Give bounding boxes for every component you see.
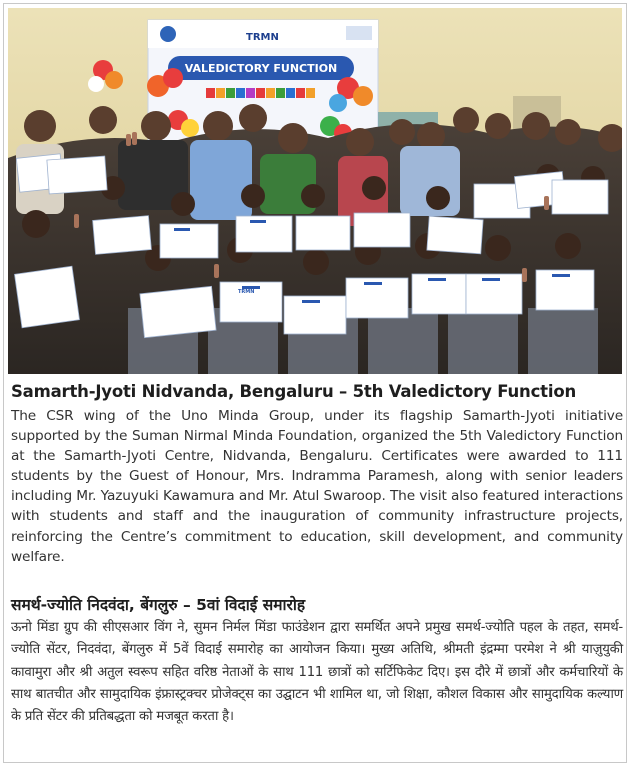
certificate-header: TRMN xyxy=(238,289,255,295)
article-title-hi: समर्थ-ज्योति निदवंदा, बेंगलुरु – 5वां विदाई समारोह xyxy=(11,596,306,614)
banner-heading: VALEDICTORY FUNCTION xyxy=(184,62,338,75)
group-photo-illustration xyxy=(8,8,622,374)
article-body-en: The CSR wing of the Uno Minda Group, under its flagship Samarth-Jyoti initiative supported by the Suman Nirmal Minda Foundation, organized the 5th Valedictory Function at the Samarth-Jyoti Centre, Nidvanda, Bengaluru. Certificates were awarded to 111 students by the Guest of Honour, Mrs. Indramma Paramesh, along with senior leaders including Mr. Yazuyuki Kawamura and Mr. Atul Swaroop. The visit also featured interactions with students and staff and the inauguration of community infrastructure projects, reinforcing the Centre’s commitment to education, skill development, and community welfare. xyxy=(11,408,623,565)
article-body-hi: ऊनो मिंडा ग्रुप की सीएसआर विंग ने, सुमन निर्मल मिंडा फाउंडेशन द्वारा समर्थित अपने प्रमुख समर्थ-ज्योति पहल के तहत, समर्थ-ज्योति सेंटर, निदवंदा, बेंगलुरु में 5वें विदाई समारोह का आयोजन किया। मुख्य अतिथि, श्रीमती इंद्रम्मा परमेश ने श्री याज़ुयुकी कावामुरा और श्री अतुल स्वरूप सहित वरिष्ठ नेताओं के साथ 111 छात्रों को सर्टिफिकेट दिए। इस दौरे में छात्रों और कर्मचारियों के साथ बातचीत और सामुदायिक इंफ्रास्ट्रक्चर प्रोजेक्ट्स का उद्घाटन भी शामिल था, जो शिक्षा, कौशल विकास और सामुदायिक कल्याण के प्रति सेंटर की प्रतिबद्धता को मजबूत करता है। xyxy=(11,620,623,725)
group-photo xyxy=(8,8,622,374)
banner-brand: TRMN xyxy=(246,32,279,43)
article-card xyxy=(3,3,627,763)
article-title-en: Samarth-Jyoti Nidvanda, Bengaluru – 5th Valedictory Function xyxy=(11,382,577,401)
